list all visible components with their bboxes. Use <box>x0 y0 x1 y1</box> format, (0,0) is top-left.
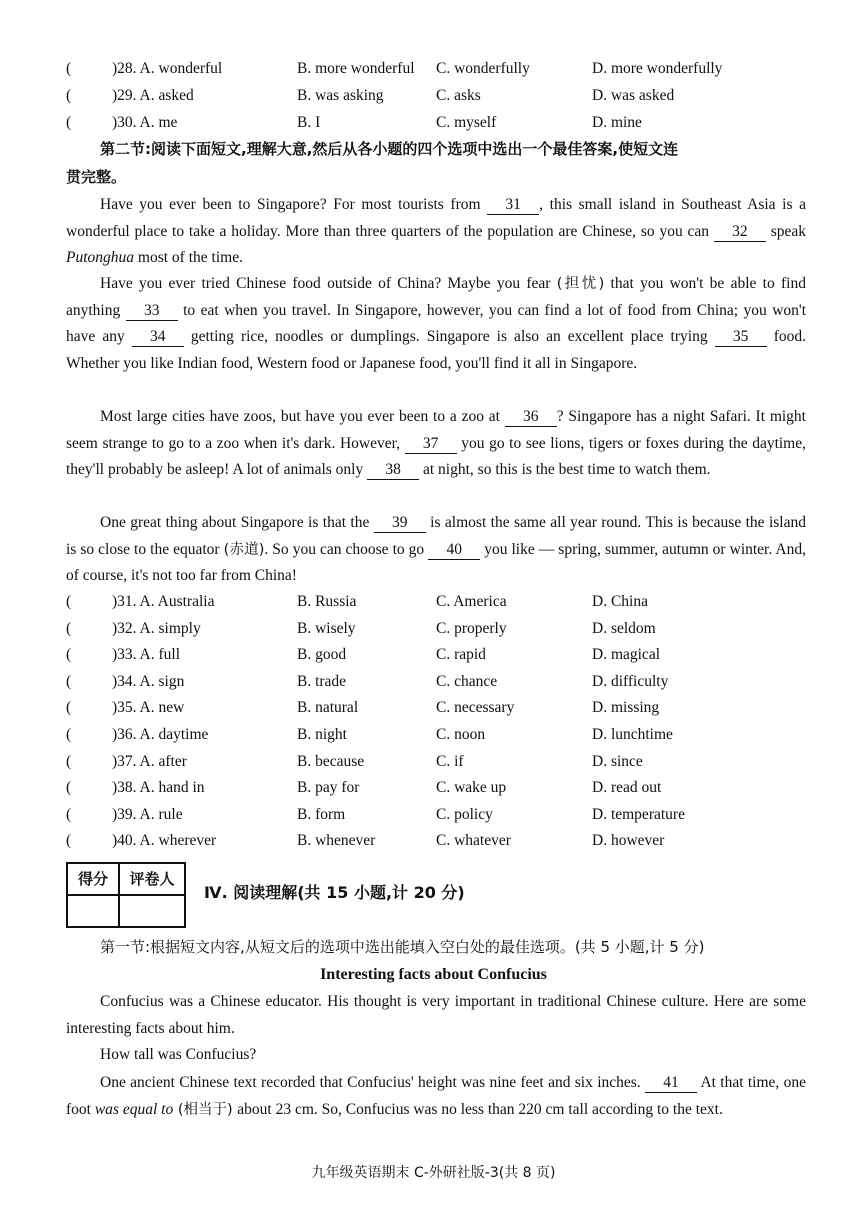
option-b: B. because <box>297 752 365 770</box>
article-paragraph-3: One ancient Chinese text recorded that Confucius' height was nine feet and six inches. 41 At that time, one foot was equal to (相当于) about 23 cm. So, Confucius was no less than 220 cm tall according to the text. <box>66 1074 806 1118</box>
option-d: D. temperature <box>592 805 685 823</box>
option-a: )37. A. after <box>112 752 187 770</box>
question-row <box>0 643 867 667</box>
blank-39: 39 <box>374 514 426 533</box>
option-a: )29. A. asked <box>112 87 194 104</box>
option-d: D. however <box>592 832 665 850</box>
question-row <box>0 111 867 135</box>
option-d: D. more wonderfully <box>592 60 723 77</box>
option-a: )31. A. Australia <box>112 593 215 610</box>
section4-instruction: 第一节:根据短文内容,从短文后的选项中选出能填入空白处的最佳选项。(共 5 小题,计 5 分) <box>100 938 705 956</box>
blank-33: 33 <box>126 302 178 321</box>
option-a: )35. A. new <box>112 699 185 717</box>
answer-paren[interactable]: ( <box>66 779 72 797</box>
answer-paren[interactable]: ( <box>66 699 72 717</box>
option-c: C. wake up <box>436 779 507 797</box>
option-b: B. natural <box>297 699 359 717</box>
score-label: 得分 <box>68 864 120 896</box>
article-paragraph-1: Confucius was a Chinese educator. His thought is very important in traditional Chinese culture. Here are some interesting facts about him. <box>66 993 806 1037</box>
option-b: B. more wonderful <box>297 60 415 77</box>
blank-38: 38 <box>367 461 419 480</box>
option-b: B. whenever <box>297 832 376 850</box>
option-c: C. whatever <box>436 832 511 850</box>
blank-31: 31 <box>487 196 539 215</box>
blank-40: 40 <box>428 541 480 560</box>
passage-paragraph-3: Most large cities have zoos, but have you ever been to a zoo at 36 ? Singapore has a night Safari. It might seem strange to go to a zoo when it's dark. However, 37 you go to see lions, tigers or foxes during the daytime, they'll probably be asleep! A lot of animals only 38 at night, so this is the best time to watch them. <box>66 408 806 478</box>
option-b: B. pay for <box>297 779 360 797</box>
option-d: D. was asked <box>592 87 675 104</box>
option-a: )33. A. full <box>112 646 181 664</box>
blank-36: 36 <box>505 408 557 427</box>
option-b: B. I <box>297 114 321 131</box>
option-d: D. difficulty <box>592 672 669 690</box>
answer-paren[interactable]: ( <box>66 672 72 690</box>
option-b: B. wisely <box>297 619 356 637</box>
option-d: D. mine <box>592 114 642 131</box>
grader-label: 评卷人 <box>120 864 184 896</box>
question-row <box>0 696 867 720</box>
answer-paren[interactable]: ( <box>66 752 72 770</box>
option-b: B. night <box>297 726 347 743</box>
question-row <box>0 776 867 800</box>
option-c: C. America <box>436 593 507 610</box>
option-a: )36. A. daytime <box>112 726 209 743</box>
option-c: C. asks <box>436 87 481 104</box>
option-b: B. good <box>297 646 347 664</box>
question-row <box>0 57 867 81</box>
article-paragraph-2: How tall was Confucius? <box>100 1046 257 1063</box>
option-d: D. lunchtime <box>592 726 673 743</box>
answer-paren[interactable]: ( <box>66 60 72 77</box>
option-c: C. properly <box>436 619 507 637</box>
option-c: C. policy <box>436 805 493 823</box>
question-row <box>0 803 867 827</box>
score-box <box>66 862 186 928</box>
section2-instruction: 第二节:阅读下面短文,理解大意,然后从各小题的四个选项中选出一个最佳答案,使短文连 贯完整。 <box>66 140 679 186</box>
option-c: C. myself <box>436 114 497 131</box>
passage-paragraph-1: Have you ever been to Singapore? For most tourists from 31 , this small island in Southeast Asia is a wonderful place to take a holiday. More than three quarters of the population are Chinese, so you can 32 speak Putonghua most of the time. <box>66 196 807 266</box>
option-b: B. was asking <box>297 87 384 104</box>
passage-paragraph-2: Have you ever tried Chinese food outside of China? Maybe you fear (担忧) that you won't be able to find anything 33 to eat when you travel. In Singapore, however, you can find a lot of food from China; you won't have any 34 getting rice, noodles or dumplings. Singapore is also an excellent place trying 35 food. Whether you like Indian food, Western food or Japanese food, you'll find it all in Singapore. <box>66 275 807 372</box>
answer-paren[interactable]: ( <box>66 805 72 823</box>
blank-35: 35 <box>715 328 767 347</box>
option-c: C. necessary <box>436 699 515 717</box>
question-row <box>0 829 867 853</box>
blank-34: 34 <box>132 328 184 347</box>
blank-32: 32 <box>714 223 766 242</box>
section4-title: Ⅳ. 阅读理解(共 15 小题,计 20 分) <box>204 883 465 902</box>
question-row <box>0 84 867 108</box>
blank-41: 41 <box>645 1074 697 1093</box>
blank-37: 37 <box>405 435 457 454</box>
answer-paren[interactable]: ( <box>66 114 72 131</box>
option-d: D. read out <box>592 779 662 797</box>
option-b: B. trade <box>297 672 347 690</box>
grader-field[interactable] <box>120 896 184 926</box>
answer-paren[interactable]: ( <box>66 832 72 850</box>
option-d: D. seldom <box>592 619 656 637</box>
option-c: C. if <box>436 752 464 770</box>
option-d: D. missing <box>592 699 660 717</box>
option-a: )34. A. sign <box>112 672 185 690</box>
option-a: )30. A. me <box>112 114 178 131</box>
option-c: C. chance <box>436 672 498 690</box>
answer-paren[interactable]: ( <box>66 726 72 743</box>
answer-paren[interactable]: ( <box>66 646 72 664</box>
question-row <box>0 750 867 774</box>
option-c: C. rapid <box>436 646 486 664</box>
option-b: B. form <box>297 805 346 823</box>
option-b: B. Russia <box>297 593 357 610</box>
article-title: Interesting facts about Confucius <box>320 966 547 983</box>
option-a: )28. A. wonderful <box>112 60 223 77</box>
page-footer: 九年级英语期末 C-外研社版-3(共 8 页) <box>311 1165 556 1181</box>
option-d: D. since <box>592 752 643 770</box>
answer-paren[interactable]: ( <box>66 593 72 610</box>
passage-paragraph-4: One great thing about Singapore is that the 39 is almost the same all year round. This is because the island is so close to the equator (赤道). So you can choose to go 40 you like — spring, summer, autumn or winter. And, of course, it's not too far from China! <box>66 514 806 584</box>
option-a: )40. A. wherever <box>112 832 217 850</box>
option-d: D. China <box>592 593 648 610</box>
option-a: )39. A. rule <box>112 805 183 823</box>
answer-paren[interactable]: ( <box>66 87 72 104</box>
question-row <box>0 617 867 641</box>
question-row <box>0 723 867 747</box>
option-a: )32. A. simply <box>112 619 201 637</box>
question-row <box>0 670 867 694</box>
option-c: C. wonderfully <box>436 60 530 77</box>
question-row <box>0 590 867 614</box>
option-c: C. noon <box>436 726 486 743</box>
option-d: D. magical <box>592 646 661 664</box>
option-a: )38. A. hand in <box>112 779 205 797</box>
answer-paren[interactable]: ( <box>66 619 72 637</box>
score-field[interactable] <box>68 896 120 926</box>
